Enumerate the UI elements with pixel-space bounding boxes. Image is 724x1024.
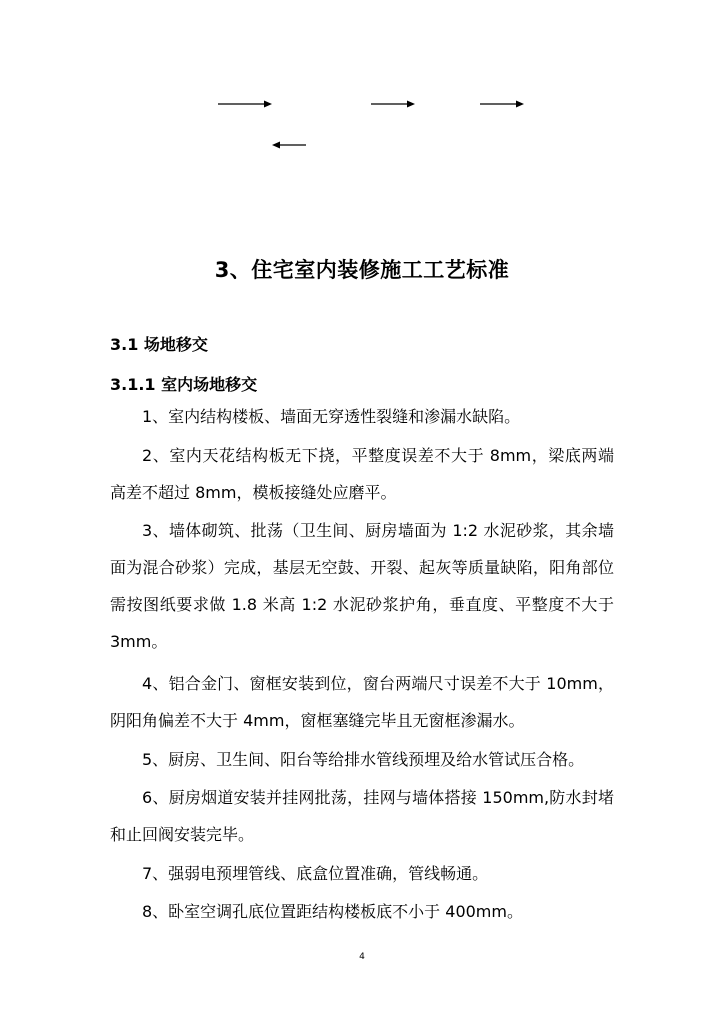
paragraph-5: 5、厨房、卫生间、阳台等给排水管线预埋及给水管试压合格。 <box>142 750 585 769</box>
paragraph-1: 1、室内结构楼板、墙面无穿透性裂缝和渗漏水缺陷。 <box>142 407 521 426</box>
section-heading: 3.1 场地移交 <box>110 335 208 354</box>
right-arrow-icon <box>371 99 415 109</box>
subsection-heading: 3.1.1 室内场地移交 <box>110 375 258 394</box>
page-number: 4 <box>359 952 365 962</box>
paragraph-6: 6、厨房烟道安装并挂网批荡，挂网与墙体搭接 150mm,防水封堵和止回阀安装完毕。 <box>110 788 614 844</box>
paragraph-4: 4、铝合金门、窗框安装到位，窗台两端尺寸误差不大于 10mm，阴阳角偏差不大于 4mm，窗框塞缝完毕且无窗框渗漏水。 <box>110 674 614 730</box>
paragraph-8: 8、卧室空调孔底位置距结构楼板底不小于 400mm。 <box>142 902 523 921</box>
left-arrow-icon <box>272 140 306 150</box>
right-arrow-icon <box>218 99 272 109</box>
paragraph-2: 2、室内天花结构板无下挠，平整度误差不大于 8mm，梁底两端高差不超过 8mm，模板接缝处应磨平。 <box>110 446 614 502</box>
page-title: 3、住宅室内装修施工工艺标准 <box>214 258 510 282</box>
paragraph-7: 7、强弱电预埋管线、底盒位置准确，管线畅通。 <box>142 864 489 883</box>
right-arrow-icon <box>480 99 524 109</box>
paragraph-3: 3、墙体砌筑、批荡（卫生间、厨房墙面为 1:2 水泥砂浆，其余墙面为混合砂浆）完成，基层无空鼓、开裂、起灰等质量缺陷，阳角部位需按图纸要求做 1.8 米高 1:2 水泥砂浆护角，垂直度、平整度不大于 3mm。 <box>110 521 614 651</box>
